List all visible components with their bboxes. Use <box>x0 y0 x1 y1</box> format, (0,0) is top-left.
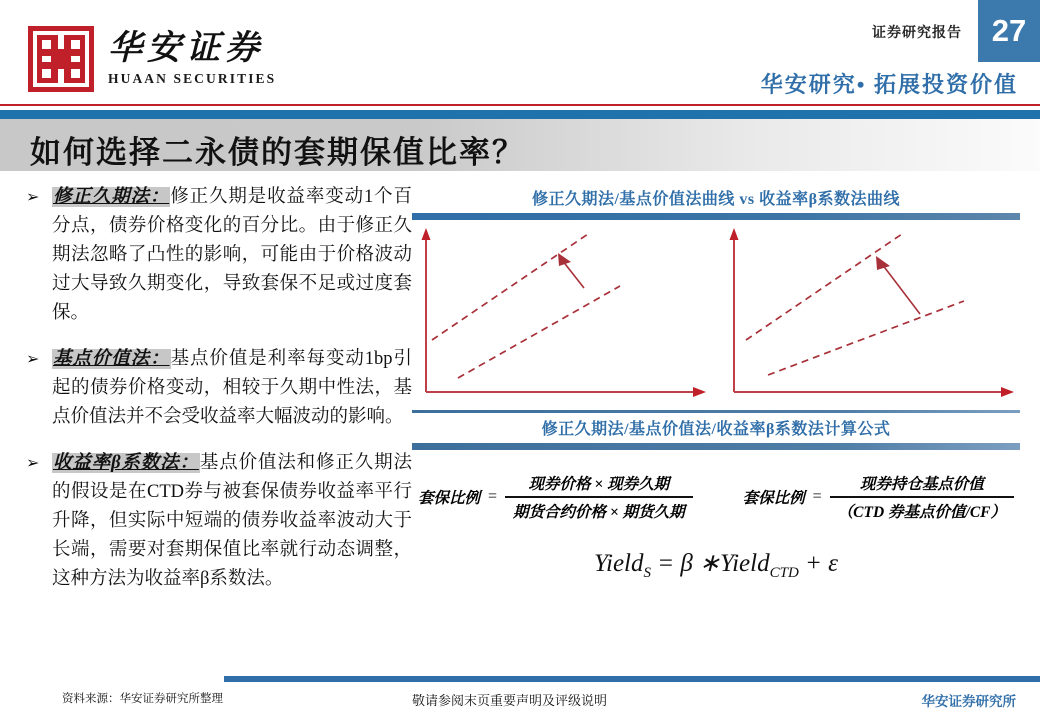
right-panel <box>412 183 1020 582</box>
brand-logo <box>28 26 276 92</box>
epsilon-symbol: ε <box>828 549 839 577</box>
formula-fraction <box>505 472 693 522</box>
brand-tagline: 华安研究• 拓展投资价值 <box>760 72 1018 97</box>
bullet-body <box>52 183 412 328</box>
footer-divider <box>224 676 1040 682</box>
bullet-body <box>52 449 412 594</box>
formula-lhs: 套保比例 <box>418 489 481 507</box>
chart-section-title: 修正久期法/基点价值法曲线 vs 收益率β系数法曲线 <box>531 191 901 208</box>
disclaimer-note: 敬请参阅末页重要声明及评级说明 <box>412 693 608 708</box>
logo-text-block <box>108 29 277 87</box>
page-number-badge: 27 <box>978 0 1040 62</box>
source-note: 资料来源：华安证券研究所整理 <box>62 693 223 705</box>
beta-eq-lhs-sub: S <box>643 564 652 581</box>
formula-lhs: 套保比例 <box>742 489 805 507</box>
bullet-arrow-icon: ➢ <box>26 187 40 206</box>
huaan-logo-icon <box>28 26 94 92</box>
bullet-text: 修正久期是收益率变动1个百分点，债券价格变化的百分比。由于修正久期法忽略了凸性的影响，可能由于价格波动过大导致久期变化，导致套保不足或过度套保。 <box>52 187 412 323</box>
formula-fraction <box>830 472 1014 522</box>
formula-section-divider <box>412 443 1020 450</box>
formula-row <box>412 472 1020 522</box>
page-header <box>0 0 1040 112</box>
bullet-lead: 修正久期法： <box>53 187 170 207</box>
bullet-lead: 收益率β系数法： <box>53 453 199 473</box>
beta-eq-plus: + <box>805 549 822 577</box>
duration-formula <box>418 472 693 522</box>
title-blue-divider <box>0 110 1040 119</box>
beta-eq-equals: = <box>657 549 675 577</box>
bpv-formula <box>743 472 1014 522</box>
footer-brand: 华安证券研究所 <box>921 694 1016 709</box>
beta-eq-rhs-sub: CTD <box>769 564 799 581</box>
beta-eq-times: ∗ <box>699 549 721 577</box>
list-item <box>22 345 412 432</box>
bullet-text: 基点价值是利率每变动1bp引起的债券价格变动，相较于久期中性法，基点价值法并不会受收益率大幅波动的影响。 <box>52 349 412 427</box>
parallel-shift-chart <box>412 220 716 410</box>
formula-section-title: 修正久期法/基点价值法/收益率β系数法计算公式 <box>541 421 891 438</box>
report-type-label: 证券研究报告 <box>872 26 962 41</box>
bullet-arrow-icon: ➢ <box>26 453 40 472</box>
list-item <box>22 449 412 594</box>
bullet-list <box>22 183 412 611</box>
non-parallel-shift-chart <box>716 220 1020 410</box>
beta-eq-lhs-base: Yield <box>593 549 644 577</box>
bullet-arrow-icon: ➢ <box>26 349 40 368</box>
logo-chinese-name: 华安证券 <box>108 29 264 67</box>
beta-equation <box>412 548 1020 582</box>
formula-equals-sign: = <box>812 487 822 505</box>
logo-english-name: HUAAN SECURITIES <box>108 70 277 86</box>
beta-symbol: β <box>680 549 693 577</box>
bullet-text: 基点价值法和修正久期法的假设是在CTD券与被套保债券收益率平行升降，但实际中短端的债券收益率波动大于长端，需要对套期保值比率就行动态调整，这种方法为收益率β系数法。 <box>52 453 412 589</box>
chart-area <box>412 220 1020 410</box>
formula-denominator: 期货合约价格 × 期货久期 <box>513 503 685 521</box>
beta-eq-rhs-base: Yield <box>720 549 770 577</box>
chart-section-divider <box>412 213 1020 220</box>
header-red-divider <box>0 104 1040 106</box>
page-title: 如何选择二永债的套期保值比率？ <box>30 135 525 170</box>
list-item <box>22 183 412 328</box>
bullet-lead: 基点价值法： <box>53 349 170 369</box>
formula-denominator: （CTD 券基点价值/CF） <box>837 503 1006 521</box>
bullet-body <box>52 345 412 432</box>
formula-equals-sign: = <box>488 487 498 505</box>
formula-numerator: 现券价格 × 现券久期 <box>528 476 670 493</box>
formula-numerator: 现券持仓基点价值 <box>859 476 984 493</box>
